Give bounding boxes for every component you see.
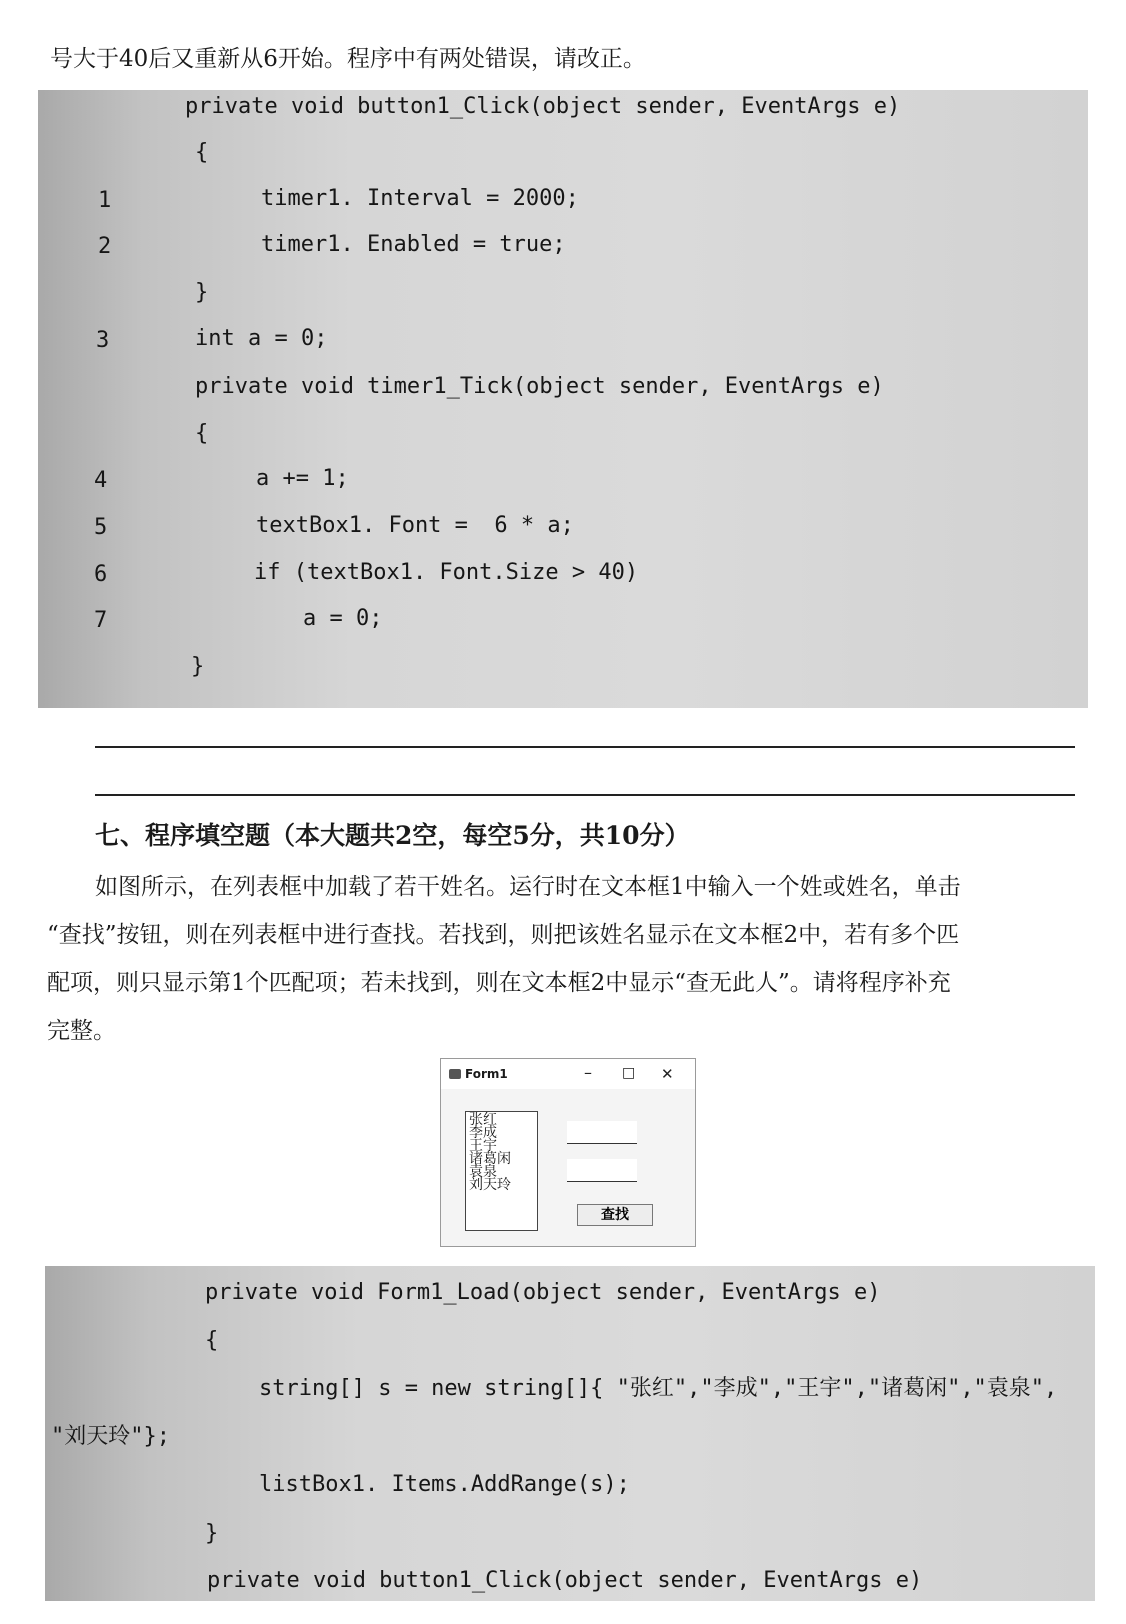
textbox2-input[interactable] (567, 1159, 637, 1182)
paragraph-line: 完整。 (47, 1018, 116, 1044)
list-item[interactable]: 诸葛闲 (469, 1151, 511, 1167)
list-item[interactable]: 李成 (469, 1125, 497, 1141)
list-item[interactable]: 王宇 (469, 1138, 497, 1154)
form-title: Form1 (465, 1067, 508, 1081)
line-number: 6 (94, 562, 108, 587)
line-number: 1 (98, 188, 112, 213)
code-block-timer (38, 90, 1088, 708)
paragraph-line: 如图所示，在列表框中加载了若干姓名。运行时在文本框1中输入一个姓或姓名，单击 (95, 874, 961, 900)
textbox1-input[interactable] (567, 1121, 637, 1144)
paragraph-line: “查找”按钮，则在列表框中进行查找。若找到，则把该姓名显示在文本框2中，若有多个匹 (47, 922, 960, 948)
code-line: a = 0; (303, 606, 383, 631)
minimize-icon[interactable]: – (584, 1063, 592, 1082)
code-line: } (195, 280, 209, 305)
section-title: 七、程序填空题（本大题共2空，每空5分，共10分） (95, 821, 690, 850)
code-line: { (195, 421, 209, 446)
line-number: 2 (98, 234, 112, 259)
close-icon[interactable]: ✕ (661, 1065, 674, 1083)
intro-text: 号大于40后又重新从6开始。程序中有两处错误，请改正。 (50, 46, 646, 72)
line-number: 4 (94, 468, 108, 493)
code-line: private void button1_Click(object sender, EventArgs e) (185, 94, 901, 119)
code-line: { (195, 140, 209, 165)
list-item[interactable]: 刘天玲 (469, 1177, 511, 1193)
answer-line-1 (95, 746, 1075, 748)
code-block-form-load (45, 1266, 1095, 1601)
line-number: 7 (94, 608, 108, 633)
paragraph-line: 配项，则只显示第1个匹配项；若未找到，则在文本框2中显示“查无此人”。请将程序补充 (47, 970, 951, 996)
find-button[interactable]: 查找 (577, 1204, 653, 1226)
list-item[interactable]: 张红 (469, 1112, 497, 1128)
form-titlebar (441, 1059, 695, 1089)
code-line: "刘天玲"}; (51, 1424, 170, 1449)
code-line: private void Form1_Load(object sender, EventArgs e) (205, 1280, 881, 1305)
list-item[interactable]: 袁泉 (469, 1164, 497, 1180)
code-line: } (205, 1521, 219, 1546)
maximize-icon[interactable]: □ (622, 1065, 636, 1081)
code-line: listBox1. Items.AddRange(s); (259, 1472, 630, 1497)
code-line: private void timer1_Tick(object sender, EventArgs e) (195, 374, 884, 399)
code-line: if (textBox1. Font.Size > 40) (254, 560, 639, 585)
code-line: int a = 0; (195, 326, 328, 351)
code-line: textBox1. Font = 6 * a; (256, 513, 574, 538)
answer-line-2 (95, 794, 1075, 796)
code-line: } (191, 654, 205, 679)
code-line: timer1. Enabled = true; (261, 232, 566, 257)
code-line: timer1. Interval = 2000; (261, 186, 579, 211)
line-number: 5 (94, 515, 108, 540)
code-line: private void button1_Click(object sender, EventArgs e) (207, 1568, 923, 1593)
form-window (440, 1058, 696, 1247)
app-icon (449, 1069, 461, 1079)
code-line: a += 1; (256, 466, 349, 491)
code-line: string[] s = new string[]{ "张红","李成","王宇","诸葛闲","袁泉", (259, 1376, 1058, 1401)
line-number: 3 (96, 328, 110, 353)
names-listbox[interactable] (465, 1111, 538, 1231)
code-line: { (205, 1328, 219, 1353)
